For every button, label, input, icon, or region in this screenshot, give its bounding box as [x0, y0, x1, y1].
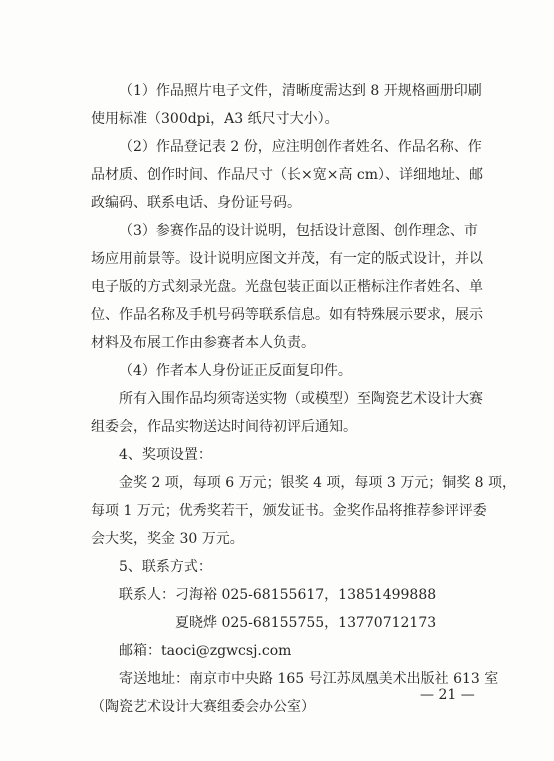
paragraph-line: 政编码、联系电话、身份证号码。: [91, 195, 301, 211]
contact-email-line: 邮箱：taoci@zgwcsj.com: [119, 643, 292, 659]
contact-person-line: 夏晓烨 025-68155755，13770712173: [175, 615, 437, 631]
section-heading: 5、联系方式：: [119, 559, 212, 575]
paragraph-line: 使用标准（300dpi，A3 纸尺寸大小）。: [91, 111, 339, 127]
paragraph-line: 电子版的方式刻录光盘。光盘包装正面以正楷标注作者姓名、单: [91, 279, 483, 295]
contact-person-line: 联系人：刁海裕 025-68155617，13851499888: [119, 587, 437, 603]
paragraph-line: （3）参赛作品的设计说明，包括设计意图、创作理念、市: [119, 223, 478, 239]
paragraph-line: 所有入围作品均须寄送实物（或模型）至陶瓷艺术设计大赛: [119, 391, 483, 407]
paragraph-line: 每项 1 万元；优秀奖若干，颁发证书。金奖作品将推荐参评评委: [91, 503, 487, 519]
paragraph-line: （2）作品登记表 2 份，应注明创作者姓名、作品名称、作: [119, 139, 482, 155]
mailing-address-line: （陶瓷艺术设计大赛组委会办公室）: [91, 699, 315, 715]
mailing-address-line: 寄送地址：南京市中央路 165 号江苏凤凰美术出版社 613 室: [119, 671, 499, 687]
paragraph-line: 品材质、创作时间、作品尺寸（长×宽×高 cm）、详细地址、邮: [91, 167, 484, 183]
paragraph-line: 组委会，作品实物送达时间待初评后通知。: [91, 419, 357, 435]
paragraph-line: （4）作者本人身份证正反面复印件。: [119, 363, 352, 379]
paragraph-line: 金奖 2 项，每项 6 万元；银奖 4 项，每项 3 万元；铜奖 8 项，: [119, 475, 517, 491]
section-heading: 4、奖项设置：: [119, 447, 212, 463]
paragraph-line: 会大奖，奖金 30 万元。: [91, 531, 244, 547]
paragraph-line: 场应用前景等。设计说明应图文并茂，有一定的版式设计，并以: [91, 251, 483, 267]
paragraph-line: （1）作品照片电子文件，清晰度需达到 8 开规格画册印刷: [119, 83, 482, 99]
paragraph-line: 位、作品名称及手机号码等联系信息。如有特殊展示要求，展示: [91, 307, 483, 323]
paragraph-line: 材料及布展工作由参赛者本人负责。: [91, 335, 315, 351]
page-number: — 21 —: [420, 687, 475, 703]
